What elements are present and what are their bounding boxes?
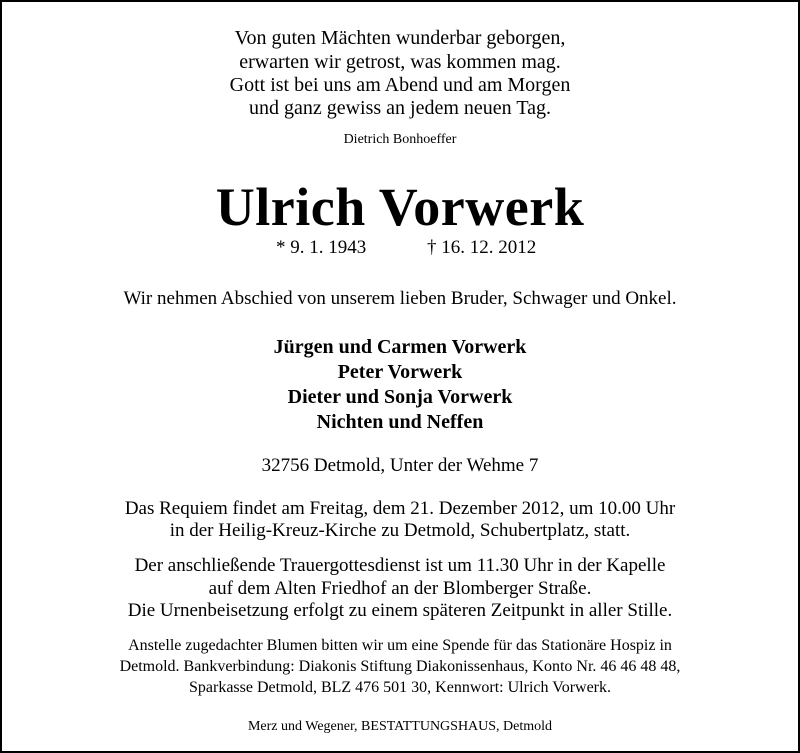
deceased-name: Ulrich Vorwerk — [215, 177, 585, 237]
service-line-1: Der anschließende Trauergottesdienst ist um 11.30 Uhr in der Kapelle — [134, 555, 666, 576]
birth-date: * 9. 1. 1943 — [276, 237, 367, 258]
donation-line-2: Detmold. Bankverbindung: Diakonis Stiftung Diakonissenhaus, Konto Nr. 46 46 48 48, — [119, 658, 681, 675]
mourner-1: Jürgen und Carmen Vorwerk — [273, 336, 527, 358]
requiem-line-2: in der Heilig-Kreuz-Kirche zu Detmold, Schubertplatz, statt. — [169, 520, 631, 541]
service-line-3: Die Urnenbeisetzung erfolgt zu einem späteren Zeitpunkt in aller Stille. — [127, 600, 673, 621]
farewell-text: Wir nehmen Abschied von unserem lieben Bruder, Schwager und Onkel. — [123, 288, 677, 309]
mourner-4: Nichten und Neffen — [316, 411, 484, 433]
death-date: † 16. 12. 2012 — [427, 237, 537, 258]
life-dates — [0, 238, 800, 260]
poem-line-2: erwarten wir getrost, was kommen mag. — [239, 51, 561, 73]
funeral-home: Merz und Wegener, BESTATTUNGSHAUS, Detmold — [247, 719, 553, 734]
service-line-2: auf dem Alten Friedhof an der Blomberger Straße. — [208, 578, 592, 599]
donation-line-1: Anstelle zugedachter Blumen bitten wir um eine Spende für das Stationäre Hospiz in — [128, 637, 672, 654]
donation-line-3: Sparkasse Detmold, BLZ 476 501 30, Kennwort: Ulrich Vorwerk. — [188, 679, 611, 696]
mourner-2: Peter Vorwerk — [337, 361, 463, 383]
address: 32756 Detmold, Unter der Wehme 7 — [261, 455, 539, 476]
poem-line-4: und ganz gewiss an jedem neuen Tag. — [248, 97, 552, 119]
poem-author: Dietrich Bonhoeffer — [343, 132, 457, 147]
requiem-line-1: Das Requiem findet am Freitag, dem 21. Dezember 2012, um 10.00 Uhr — [124, 498, 676, 519]
mourner-3: Dieter und Sonja Vorwerk — [287, 386, 513, 408]
poem-line-3: Gott ist bei uns am Abend und am Morgen — [229, 74, 571, 96]
poem-line-1: Von guten Mächten wunderbar geborgen, — [234, 27, 566, 49]
